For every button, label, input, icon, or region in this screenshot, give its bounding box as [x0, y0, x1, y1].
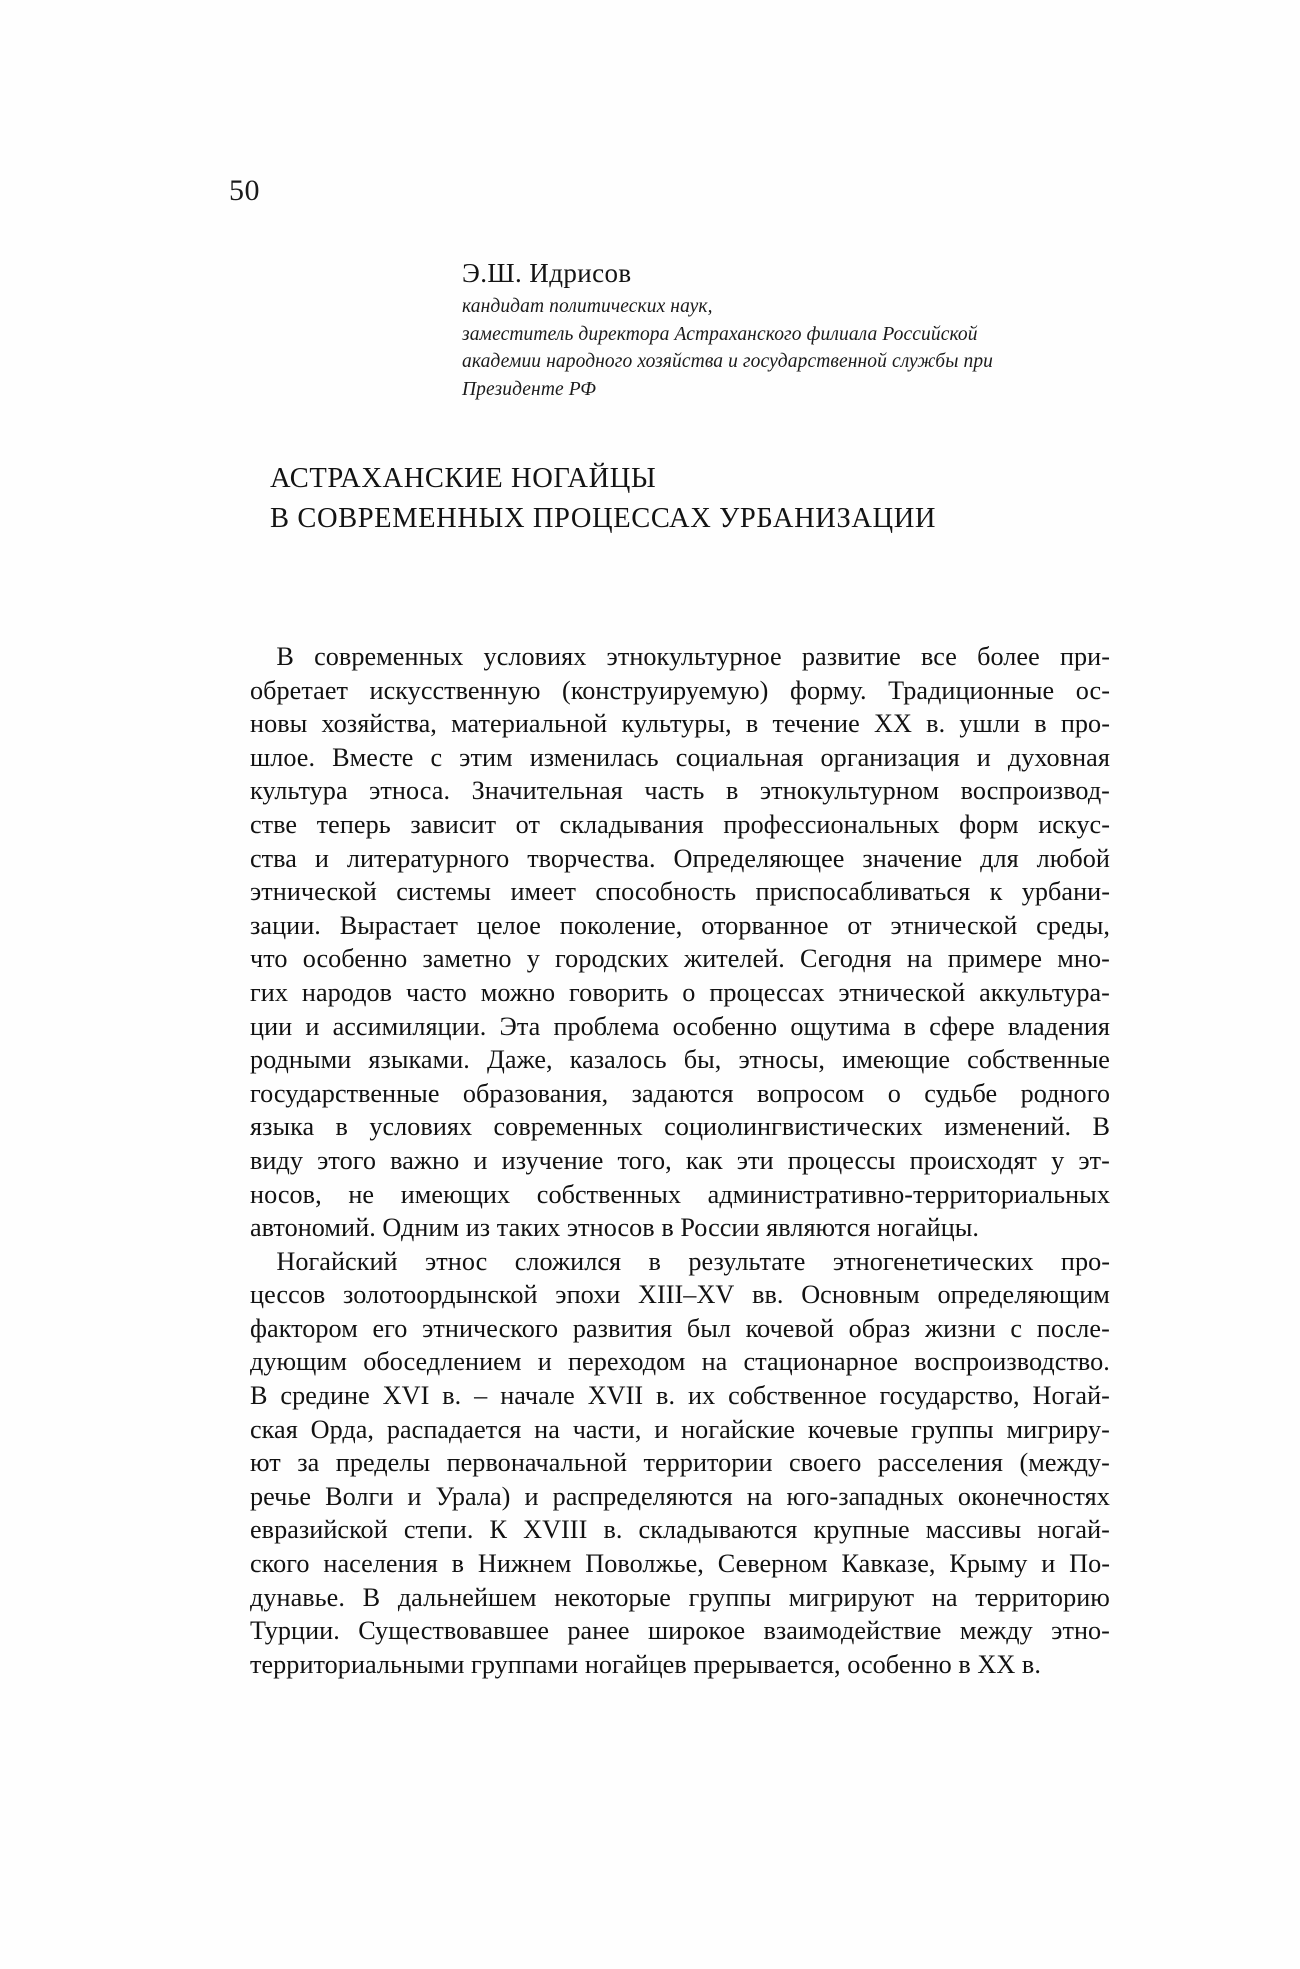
text-line: ского населения в Нижнем Поволжье, Северном Кавказе, Крыму и По-	[250, 1549, 1110, 1579]
title-line: АСТРАХАНСКИЕ НОГАЙЦЫ	[270, 463, 657, 494]
text-line: родными языками. Даже, казалось бы, этносы, имеющие собственные	[250, 1045, 1110, 1075]
text-line: государственные образования, задаются вопросом о судьбе родного	[250, 1078, 1110, 1108]
text-line: зации. Вырастает целое поколение, оторванное от этнической среды,	[250, 910, 1110, 940]
text-line: языка в условиях современных социолингвистических изменений. В	[250, 1112, 1110, 1142]
text-line: ская Орда, распадается на части, и ногайские кочевые группы мигриру-	[250, 1414, 1110, 1444]
text-line: евразийской степи. К XVIII в. складываются крупные массивы ногай-	[250, 1515, 1110, 1545]
text-line: ют за пределы первоначальной территории своего расселения (между-	[250, 1448, 1110, 1478]
text-line: В современных условиях этнокультурное развитие все более при-	[250, 642, 1110, 671]
text-line: носов, не имеющих собственных административно-территориальных	[250, 1179, 1110, 1209]
text-line: этнической системы имеет способность приспосабливаться к урбани-	[250, 877, 1110, 907]
author-block	[462, 258, 1112, 404]
text-line: ства и литературного творчества. Определяющее значение для любой	[250, 843, 1110, 873]
text-line: шлое. Вместе с этим изменилась социальная организация и духовная	[250, 742, 1110, 772]
body-text	[250, 640, 1110, 1681]
text-line: речье Волги и Урала) и распределяются на юго-западных оконечностях	[250, 1481, 1110, 1511]
text-line: цессов золотоордынской эпохи XIII–XV вв. Основным определяющим	[250, 1280, 1110, 1310]
text-line: культура этноса. Значительная часть в этнокультурном воспроизвод-	[250, 776, 1110, 806]
paragraph-2	[250, 1245, 1110, 1682]
text-line: территориальными группами ногайцев прерывается, особенно в XX в.	[250, 1649, 1041, 1679]
text-line: виду этого важно и изучение того, как эти процессы происходят у эт-	[250, 1145, 1110, 1175]
text-line: стве теперь зависит от складывания профессиональных форм искус-	[250, 809, 1110, 839]
text-line: Ногайский этнос сложился в результате этногенетических про-	[250, 1246, 1110, 1276]
author-affiliation	[462, 293, 1112, 404]
text-line: дунавье. В дальнейшем некоторые группы мигрируют на территорию	[250, 1582, 1110, 1612]
text-line: гих народов часто можно говорить о процессах этнической аккультура-	[250, 977, 1110, 1007]
text-line: фактором его этнического развития был кочевой образ жизни с после-	[250, 1313, 1110, 1343]
affiliation-line: Президенте РФ	[462, 379, 597, 401]
text-line: В средине XVI в. – начале XVII в. их собственное государство, Ногай-	[250, 1381, 1110, 1411]
text-line: обретает искусственную (конструируемую) форму. Традиционные ос-	[250, 675, 1110, 705]
affiliation-line: заместитель директора Астраханского филиала Российской	[462, 323, 978, 345]
paragraph-1	[250, 640, 1110, 1245]
text-line: новы хозяйства, материальной культуры, в течение XX в. ушли в про-	[250, 709, 1110, 739]
text-line: Турции. Существовавшее ранее широкое взаимодействие между этно-	[250, 1616, 1110, 1646]
text-line: что особенно заметно у городских жителей. Сегодня на примере мно-	[250, 944, 1110, 974]
text-line: автономий. Одним из таких этносов в России являются ногайцы.	[250, 1213, 980, 1243]
article-title	[270, 459, 1090, 540]
affiliation-line: кандидат политических наук,	[462, 296, 713, 318]
affiliation-line: академии народного хозяйства и государственной службы при	[462, 351, 994, 373]
author-name: Э.Ш. Идрисов	[462, 258, 632, 288]
text-line: ции и ассимиляции. Эта проблема особенно ощутима в сфере владения	[250, 1011, 1110, 1041]
text-line: дующим обоседлением и переходом на стационарное воспроизводство.	[250, 1347, 1110, 1377]
title-line: В СОВРЕМЕННЫХ ПРОЦЕССАХ УРБАНИЗАЦИИ	[270, 503, 937, 535]
page-number: 50	[229, 174, 260, 207]
